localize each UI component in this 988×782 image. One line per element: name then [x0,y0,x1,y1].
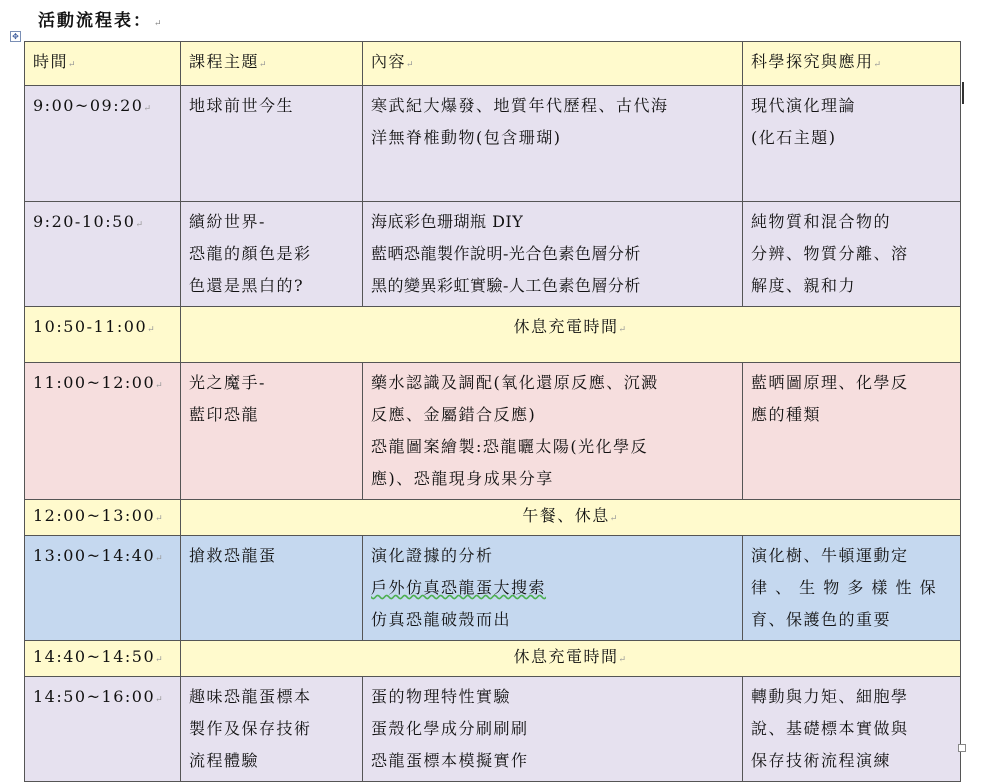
table-row [25,363,961,500]
table-row [25,202,961,307]
topic-cell: 趣味恐龍蛋標本 製作及保存技術 流程體驗 [181,677,363,782]
science-cell: 演化樹、牛頓運動定 律 、 生 物 多 樣 性 保 育、保護色的重要 [743,536,961,641]
title-text: 活動流程表： [38,11,152,31]
topic-cell: 光之魔手- 藍印恐龍 [181,363,363,500]
science-cell: 轉動與力矩、細胞學 說、基礎標本實做與 保存技術流程演練 [743,677,961,782]
topic-cell: 搶救恐龍蛋 [181,536,363,641]
science-cell: 純物質和混合物的 分辨、物質分離、溶 解度、親和力 [743,202,961,307]
table-row-break [25,307,961,363]
break-cell: 午餐、休息↵ [181,500,961,536]
science-cell: 現代演化理論 (化石主題) [743,86,961,202]
content-cell: 藥水認識及調配(氧化還原反應、沉澱 反應、金屬錯合反應) 恐龍圖案繪製:恐龍曬太陽(光化學反 應)、恐龍現身成果分享 [363,363,743,500]
table-row-break [25,641,961,677]
schedule-table [24,41,961,782]
content-cell: 海底彩色珊瑚瓶 DIY 藍晒恐龍製作說明-光合色素色層分析 黑的變異彩虹實驗-人工色素色層分析 [363,202,743,307]
table-move-handle-icon[interactable]: ✥ [10,31,21,42]
time-cell: 13:00~14:40↵ [25,536,181,641]
time-cell: 11:00~12:00↵ [25,363,181,500]
break-cell: 休息充電時間↵ [181,307,961,363]
time-cell: 9:20-10:50↵ [25,202,181,307]
header-time: 時間↵ [25,42,181,86]
table-row [25,86,961,202]
document-title [38,6,164,31]
break-cell: 休息充電時間↵ [181,641,961,677]
time-cell: 9:00~09:20↵ [25,86,181,202]
time-cell: 10:50-11:00↵ [25,307,181,363]
content-cell: 演化證據的分析 戶外仿真恐龍蛋大搜索 仿真恐龍破殼而出 [363,536,743,641]
science-cell: 藍晒圖原理、化學反 應的種類 [743,363,961,500]
paragraph-mark-icon: ↵ [154,19,164,29]
topic-cell: 繽紛世界- 恐龍的顏色是彩 色還是黑白的? [181,202,363,307]
header-topic: 課程主題↵ [181,42,363,86]
table-row [25,536,961,641]
time-cell: 12:00~13:00↵ [25,500,181,536]
table-resize-handle[interactable] [958,744,966,752]
text-cursor [962,82,964,104]
topic-cell: 地球前世今生 [181,86,363,202]
time-cell: 14:50~16:00↵ [25,677,181,782]
table-header-row [25,42,961,86]
time-cell: 14:40~14:50↵ [25,641,181,677]
content-cell: 寒武紀大爆發、地質年代歷程、古代海 洋無脊椎動物(包含珊瑚) [363,86,743,202]
content-cell: 蛋的物理特性實驗 蛋殼化學成分刷刷刷 恐龍蛋標本模擬實作 [363,677,743,782]
header-content: 內容↵ [363,42,743,86]
header-science: 科學探究與應用↵ [743,42,961,86]
table-row-break [25,500,961,536]
